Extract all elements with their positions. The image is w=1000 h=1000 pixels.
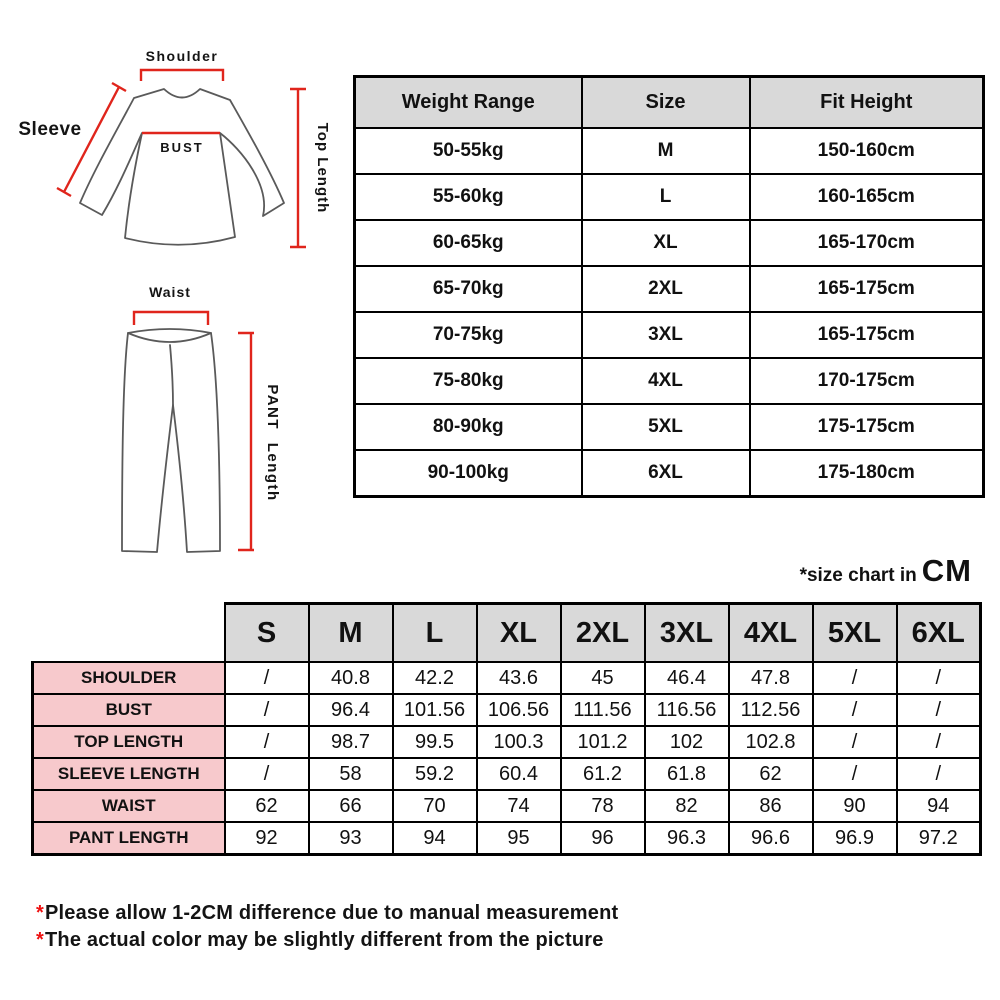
- weight-table-cell: 55-60kg: [355, 174, 582, 220]
- weight-table-cell: 160-165cm: [750, 174, 984, 220]
- size-value-cell: 100.3: [477, 726, 561, 758]
- bust-label: BUST: [160, 140, 204, 155]
- sleeve-label: Sleeve: [18, 119, 82, 140]
- asterisk: *: [36, 929, 44, 951]
- weight-table-cell: 150-160cm: [750, 128, 984, 174]
- size-table-row: [33, 694, 981, 726]
- shirt-measurement-diagram: [2, 25, 347, 270]
- size-column-header: 2XL: [561, 604, 645, 663]
- size-value-cell: 101.2: [561, 726, 645, 758]
- footnote-text: Please allow 1-2CM difference due to manual measurement: [44, 902, 619, 924]
- size-value-cell: 70: [393, 790, 477, 822]
- size-value-cell: 99.5: [393, 726, 477, 758]
- size-value-cell: 78: [561, 790, 645, 822]
- weight-table-cell: 70-75kg: [355, 312, 582, 358]
- weight-table-cell: 80-90kg: [355, 404, 582, 450]
- size-value-cell: /: [897, 726, 981, 758]
- footnote-text: The actual color may be slightly different from the picture: [44, 929, 604, 951]
- size-value-cell: 93: [309, 822, 393, 855]
- size-value-cell: /: [897, 694, 981, 726]
- weight-table-cell: 6XL: [582, 450, 750, 497]
- shoulder-label: Shoulder: [145, 48, 219, 64]
- size-value-cell: 45: [561, 662, 645, 694]
- measurement-row-label: SHOULDER: [33, 662, 225, 694]
- size-table-row: [33, 822, 981, 855]
- size-value-cell: 116.56: [645, 694, 729, 726]
- size-column-header: L: [393, 604, 477, 663]
- shoulder-measure-line: [141, 70, 223, 81]
- size-value-cell: 102.8: [729, 726, 813, 758]
- pant-length-measure-line: [238, 333, 254, 550]
- size-value-cell: 101.56: [393, 694, 477, 726]
- size-value-cell: 96.3: [645, 822, 729, 855]
- size-value-cell: 96: [561, 822, 645, 855]
- size-value-cell: 47.8: [729, 662, 813, 694]
- unit-note: [800, 553, 972, 589]
- size-column-header: 6XL: [897, 604, 981, 663]
- size-column-header: XL: [477, 604, 561, 663]
- size-column-header: 4XL: [729, 604, 813, 663]
- size-column-header: 3XL: [645, 604, 729, 663]
- size-value-cell: 96.6: [729, 822, 813, 855]
- weight-table-cell: 2XL: [582, 266, 750, 312]
- weight-table-cell: L: [582, 174, 750, 220]
- size-value-cell: 46.4: [645, 662, 729, 694]
- size-value-cell: 106.56: [477, 694, 561, 726]
- size-value-cell: 62: [225, 790, 309, 822]
- weight-table-cell: XL: [582, 220, 750, 266]
- weight-table-cell: 90-100kg: [355, 450, 582, 497]
- weight-table-row: [355, 128, 984, 174]
- weight-table-header-row: [355, 77, 984, 129]
- size-value-cell: 98.7: [309, 726, 393, 758]
- weight-table-row: [355, 358, 984, 404]
- size-value-cell: /: [813, 694, 897, 726]
- size-value-cell: /: [813, 758, 897, 790]
- weight-table-cell: 50-55kg: [355, 128, 582, 174]
- weight-table-row: [355, 266, 984, 312]
- size-value-cell: /: [897, 758, 981, 790]
- size-value-cell: /: [225, 758, 309, 790]
- size-value-cell: 96.9: [813, 822, 897, 855]
- weight-table-cell: 175-175cm: [750, 404, 984, 450]
- size-value-cell: 90: [813, 790, 897, 822]
- size-value-cell: 95: [477, 822, 561, 855]
- corner-cell: [33, 604, 225, 663]
- weight-table-cell: 175-180cm: [750, 450, 984, 497]
- size-table-header-row: [33, 604, 981, 663]
- size-value-cell: 74: [477, 790, 561, 822]
- size-table-row: [33, 726, 981, 758]
- unit-note-cm: CM: [921, 553, 972, 588]
- weight-table-cell: M: [582, 128, 750, 174]
- size-value-cell: 62: [729, 758, 813, 790]
- weight-fit-table: [353, 75, 985, 498]
- size-value-cell: 102: [645, 726, 729, 758]
- size-value-cell: 86: [729, 790, 813, 822]
- footnotes: [36, 900, 618, 954]
- top-length-label: Top Length: [314, 122, 331, 214]
- pants-measurement-diagram: [60, 275, 340, 590]
- size-value-cell: 112.56: [729, 694, 813, 726]
- size-value-cell: 42.2: [393, 662, 477, 694]
- weight-table-cell: 60-65kg: [355, 220, 582, 266]
- size-column-header: 5XL: [813, 604, 897, 663]
- weight-table-row: [355, 174, 984, 220]
- size-value-cell: 97.2: [897, 822, 981, 855]
- weight-table-cell: 5XL: [582, 404, 750, 450]
- waist-label: Waist: [149, 284, 191, 300]
- weight-table-cell: 165-175cm: [750, 312, 984, 358]
- shirt-outline: [80, 89, 284, 245]
- waistband-seam: [128, 333, 211, 342]
- weight-table-cell: 3XL: [582, 312, 750, 358]
- weight-table-row: [355, 312, 984, 358]
- weight-table-cell: 75-80kg: [355, 358, 582, 404]
- top-length-measure-line: [290, 89, 306, 247]
- measurement-row-label: TOP LENGTH: [33, 726, 225, 758]
- weight-table-cell: 65-70kg: [355, 266, 582, 312]
- waist-measure-line: [134, 312, 208, 325]
- weight-table-row: [355, 450, 984, 497]
- size-value-cell: /: [225, 662, 309, 694]
- size-table-row: [33, 790, 981, 822]
- measurement-row-label: SLEEVE LENGTH: [33, 758, 225, 790]
- size-value-cell: 94: [897, 790, 981, 822]
- footnote: [36, 927, 618, 954]
- size-value-cell: 111.56: [561, 694, 645, 726]
- size-value-cell: 96.4: [309, 694, 393, 726]
- weight-table-row: [355, 404, 984, 450]
- size-header: Size: [582, 77, 750, 129]
- weight-table-cell: 165-170cm: [750, 220, 984, 266]
- size-column-header: S: [225, 604, 309, 663]
- fly-seam: [170, 345, 173, 405]
- size-value-cell: 94: [393, 822, 477, 855]
- size-table-row: [33, 758, 981, 790]
- weight-range-header: Weight Range: [355, 77, 582, 129]
- size-value-cell: 82: [645, 790, 729, 822]
- fit-height-header: Fit Height: [750, 77, 984, 129]
- weight-table-row: [355, 220, 984, 266]
- asterisk: *: [36, 902, 44, 924]
- size-column-header: M: [309, 604, 393, 663]
- size-value-cell: 92: [225, 822, 309, 855]
- measurement-row-label: PANT LENGTH: [33, 822, 225, 855]
- measurement-row-label: WAIST: [33, 790, 225, 822]
- measurement-size-table: [31, 602, 982, 856]
- weight-table-cell: 170-175cm: [750, 358, 984, 404]
- size-value-cell: 61.2: [561, 758, 645, 790]
- size-value-cell: 66: [309, 790, 393, 822]
- pant-length-label: PANT Length: [264, 384, 281, 502]
- unit-note-text: *size chart in: [799, 565, 917, 586]
- size-value-cell: 43.6: [477, 662, 561, 694]
- weight-table-cell: 165-175cm: [750, 266, 984, 312]
- size-table-row: [33, 662, 981, 694]
- size-value-cell: /: [813, 662, 897, 694]
- size-value-cell: /: [897, 662, 981, 694]
- size-value-cell: 59.2: [393, 758, 477, 790]
- size-value-cell: /: [225, 726, 309, 758]
- size-value-cell: 61.8: [645, 758, 729, 790]
- size-value-cell: /: [813, 726, 897, 758]
- size-value-cell: /: [225, 694, 309, 726]
- size-value-cell: 60.4: [477, 758, 561, 790]
- footnote: [36, 900, 618, 927]
- weight-table-cell: 4XL: [582, 358, 750, 404]
- size-value-cell: 58: [309, 758, 393, 790]
- size-value-cell: 40.8: [309, 662, 393, 694]
- measurement-row-label: BUST: [33, 694, 225, 726]
